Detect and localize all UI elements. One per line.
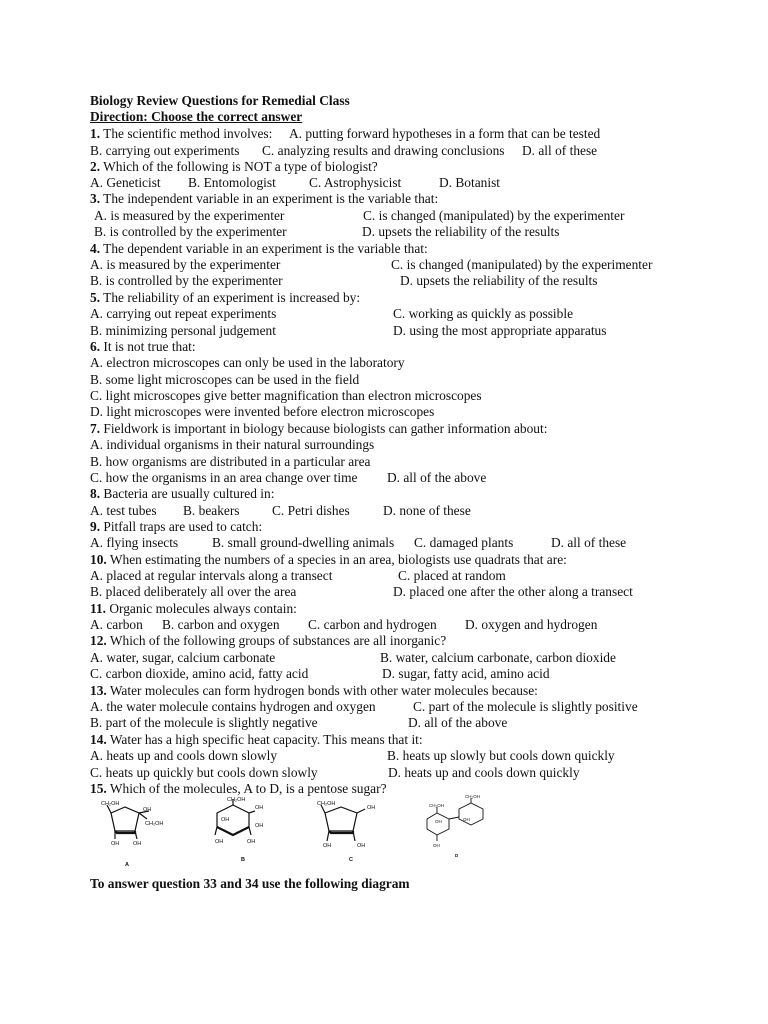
- option-4b[interactable]: B. is controlled by the experimenter: [90, 273, 283, 288]
- option-6b[interactable]: B. some light microscopes can be used in the field: [90, 372, 360, 387]
- question-14: 14. Water has a high specific heat capacity. This means that it:: [90, 732, 423, 747]
- question-11: 11. Organic molecules always contain:: [90, 601, 297, 616]
- molecule-c-oh-3: OH: [357, 843, 366, 849]
- molecule-a-oh-2: OH: [111, 841, 120, 847]
- option-13a[interactable]: A. the water molecule contains hydrogen and oxygen: [90, 699, 376, 714]
- option-1a[interactable]: A. putting forward hypotheses in a form that can be tested: [289, 126, 601, 141]
- option-7c[interactable]: C. how the organisms in an area change over time: [90, 470, 358, 485]
- direction-text: Direction: Choose the correct answer: [90, 109, 303, 124]
- page-title: Biology Review Questions for Remedial Class: [90, 93, 350, 108]
- option-9c[interactable]: C. damaged plants: [414, 535, 514, 550]
- option-10b[interactable]: B. placed deliberately all over the area: [90, 584, 297, 599]
- option-13b[interactable]: B. part of the molecule is slightly negative: [90, 715, 318, 730]
- question-6: 6. It is not true that:: [90, 339, 196, 354]
- question-9: 9. Pitfall traps are used to catch:: [90, 519, 263, 534]
- molecule-diagram: [95, 795, 505, 867]
- option-12a[interactable]: A. water, sugar, calcium carbonate: [90, 650, 276, 665]
- option-11d[interactable]: D. oxygen and hydrogen: [465, 617, 598, 632]
- option-5b[interactable]: B. minimizing personal judgement: [90, 323, 276, 338]
- question-7: 7. Fieldwork is important in biology because biologists can gather information about:: [90, 421, 548, 436]
- option-3d[interactable]: D. upsets the reliability of the results: [362, 224, 560, 239]
- molecule-d-oh: OH: [435, 819, 442, 824]
- molecule-b-oh-5: OH: [247, 839, 256, 845]
- option-9d[interactable]: D. all of these: [551, 535, 627, 550]
- molecule-d-oh-2: OH: [463, 817, 470, 822]
- molecule-figure: [95, 795, 505, 867]
- molecule-b-oh-2: OH: [221, 817, 230, 823]
- molecule-a-ch2oh: CH₂OH: [101, 801, 120, 807]
- molecule-c-oh: OH: [367, 805, 376, 811]
- option-8b[interactable]: B. beakers: [183, 503, 240, 518]
- option-9b[interactable]: B. small ground-dwelling animals: [212, 535, 395, 550]
- label-a: A: [125, 862, 129, 867]
- question-1: 1. The scientific method involves:: [90, 126, 273, 141]
- option-14a[interactable]: A. heats up and cools down slowly: [90, 748, 278, 763]
- option-4a[interactable]: A. is measured by the experimenter: [90, 257, 281, 272]
- option-7b[interactable]: B. how organisms are distributed in a particular area: [90, 454, 371, 469]
- question-3: 3. The independent variable in an experiment is the variable that:: [90, 191, 439, 206]
- option-2c[interactable]: C. Astrophysicist: [309, 175, 402, 190]
- option-11c[interactable]: C. carbon and hydrogen: [308, 617, 437, 632]
- option-7d[interactable]: D. all of the above: [387, 470, 487, 485]
- option-5c[interactable]: C. working as quickly as possible: [393, 306, 574, 321]
- question-10: 10. When estimating the numbers of a species in an area, biologists use quadrats that are:: [90, 552, 567, 567]
- molecule-d-ch2oh: CH₂OH: [429, 803, 444, 808]
- molecule-b-oh-4: OH: [215, 839, 224, 845]
- question-2: 2. Which of the following is NOT a type of biologist?: [90, 159, 378, 174]
- option-12c[interactable]: C. carbon dioxide, amino acid, fatty acid: [90, 666, 309, 681]
- option-8a[interactable]: A. test tubes: [90, 503, 157, 518]
- option-3b[interactable]: B. is controlled by the experimenter: [94, 224, 287, 239]
- molecule-c: [321, 805, 365, 841]
- label-c: C: [349, 857, 353, 863]
- question-8: 8. Bacteria are usually cultured in:: [90, 486, 275, 501]
- molecule-d-ch2oh-2: CH₂OH: [465, 795, 480, 799]
- footer-instruction: To answer question 33 and 34 use the following diagram: [90, 876, 410, 891]
- option-5a[interactable]: A. carrying out repeat experiments: [90, 306, 277, 321]
- molecule-b-ch2oh: CH₂OH: [227, 797, 246, 803]
- question-15: 15. Which of the molecules, A to D, is a pentose sugar?: [90, 781, 387, 796]
- option-2d[interactable]: D. Botanist: [439, 175, 501, 190]
- option-14d[interactable]: D. heats up and cools down quickly: [388, 765, 580, 780]
- option-4c[interactable]: C. is changed (manipulated) by the experimenter: [391, 257, 653, 272]
- option-11b[interactable]: B. carbon and oxygen: [162, 617, 280, 632]
- option-8d[interactable]: D. none of these: [383, 503, 471, 518]
- label-d: D: [455, 853, 459, 858]
- question-4: 4. The dependent variable in an experiment is the variable that:: [90, 241, 428, 256]
- molecule-c-oh-2: OH: [323, 843, 332, 849]
- molecule-c-ch2oh: CH₂OH: [317, 801, 336, 807]
- option-12d[interactable]: D. sugar, fatty acid, amino acid: [382, 666, 550, 681]
- option-4d[interactable]: D. upsets the reliability of the results: [400, 273, 598, 288]
- label-b: B: [241, 857, 245, 863]
- option-13c[interactable]: C. part of the molecule is slightly positive: [413, 699, 638, 714]
- option-1b[interactable]: B. carrying out experiments: [90, 143, 240, 158]
- question-5: 5. The reliability of an experiment is increased by:: [90, 290, 361, 305]
- option-6d[interactable]: D. light microscopes were invented before electron microscopes: [90, 404, 435, 419]
- option-2b[interactable]: B. Entomologist: [188, 175, 276, 190]
- option-2a[interactable]: A. Geneticist: [90, 175, 161, 190]
- molecule-d-oh-3: OH: [433, 843, 440, 848]
- option-1d[interactable]: D. all of these: [522, 143, 598, 158]
- option-14b[interactable]: B. heats up slowly but cools down quickly: [387, 748, 615, 763]
- option-5d[interactable]: D. using the most appropriate apparatus: [393, 323, 607, 338]
- option-1c[interactable]: C. analyzing results and drawing conclusions: [262, 143, 505, 158]
- option-3a[interactable]: A. is measured by the experimenter: [94, 208, 285, 223]
- option-7a[interactable]: A. individual organisms in their natural surroundings: [90, 437, 375, 452]
- option-8c[interactable]: C. Petri dishes: [272, 503, 350, 518]
- question-12: 12. Which of the following groups of substances are all inorganic?: [90, 633, 447, 648]
- molecule-b-oh-3: OH: [255, 823, 264, 829]
- option-3c[interactable]: C. is changed (manipulated) by the experimenter: [363, 208, 625, 223]
- option-13d[interactable]: D. all of the above: [408, 715, 508, 730]
- option-10c[interactable]: C. placed at random: [398, 568, 506, 583]
- option-14c[interactable]: C. heats up quickly but cools down slowly: [90, 765, 318, 780]
- option-6c[interactable]: C. light microscopes give better magnification than electron microscopes: [90, 388, 482, 403]
- molecule-a-oh: OH: [143, 807, 152, 813]
- molecule-b-oh: OH: [255, 805, 264, 811]
- option-10d[interactable]: D. placed one after the other along a transect: [393, 584, 633, 599]
- option-10a[interactable]: A. placed at regular intervals along a transect: [90, 568, 333, 583]
- option-12b[interactable]: B. water, calcium carbonate, carbon dioxide: [380, 650, 616, 665]
- option-6a[interactable]: A. electron microscopes can only be used in the laboratory: [90, 355, 405, 370]
- question-13: 13. Water molecules can form hydrogen bonds with other water molecules because:: [90, 683, 538, 698]
- option-9a[interactable]: A. flying insects: [90, 535, 179, 550]
- option-11a[interactable]: A. carbon: [90, 617, 143, 632]
- molecule-a-oh-3: OH: [133, 841, 142, 847]
- molecule-a-ch2oh-2: CH₂OH: [145, 821, 164, 827]
